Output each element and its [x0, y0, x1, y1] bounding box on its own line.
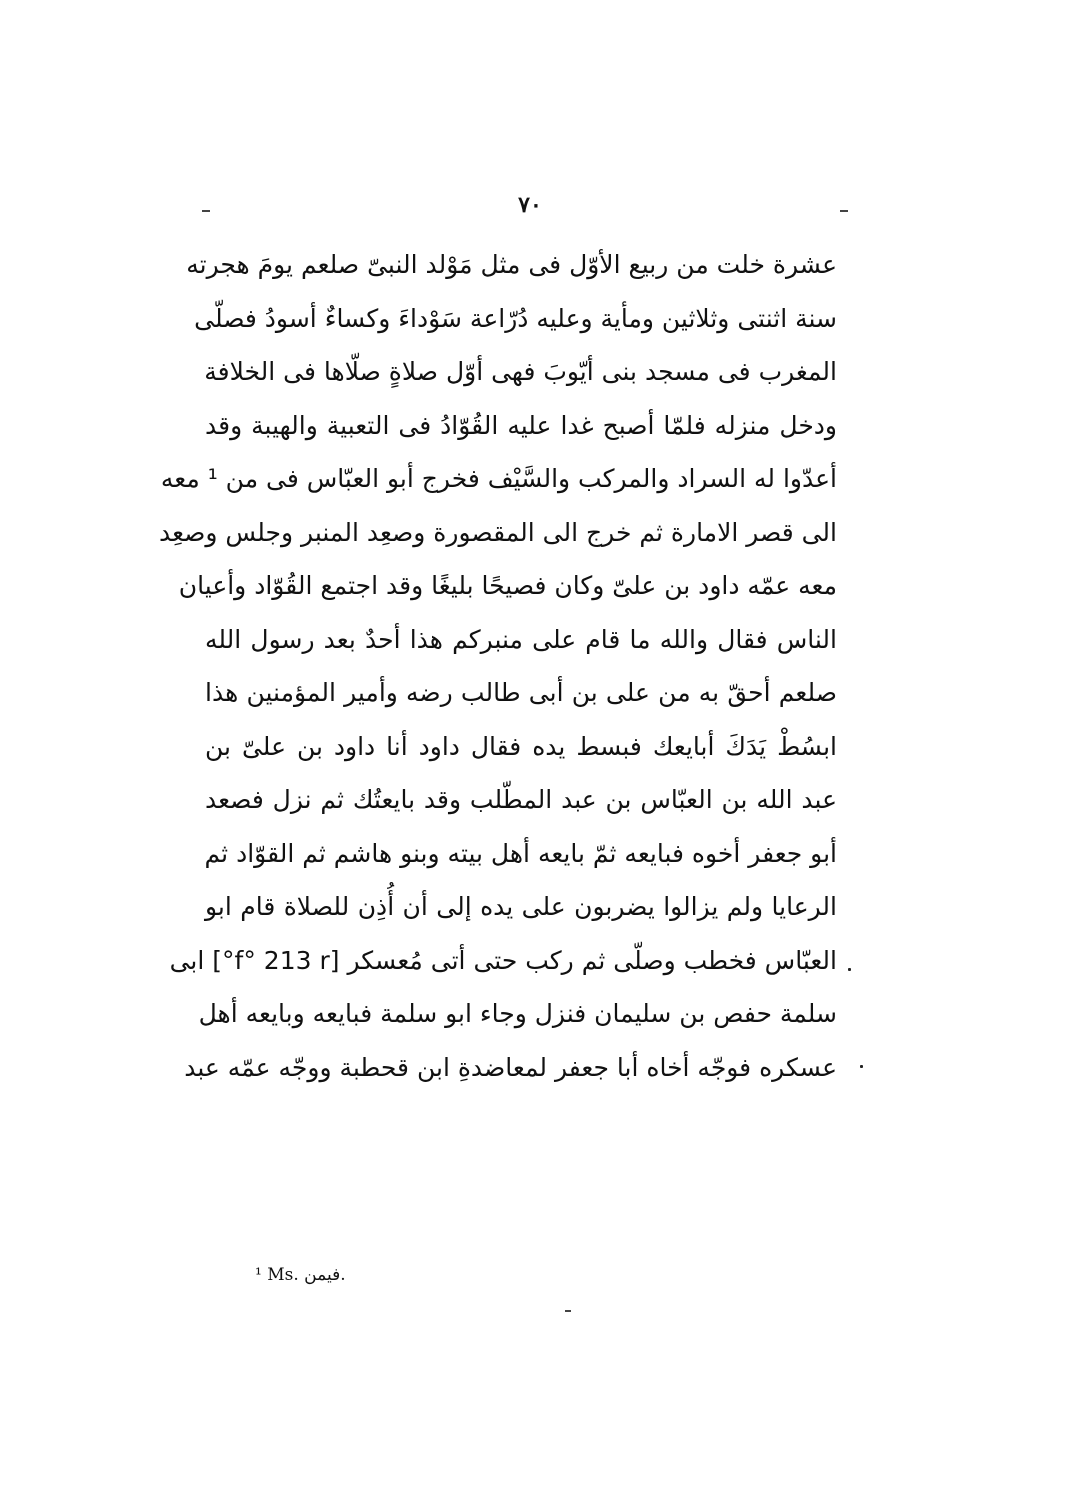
scan-mark [565, 1310, 571, 1312]
text-line: ابسُطْ يَدَكَ أبايعك فبسط يده فقال داود أنا داود بن علىّ بن [205, 731, 837, 761]
text-line: عبد الله بن العبّاس بن عبد المطّلب وقد بايعتُك ثم نزل فصعد [205, 785, 837, 814]
text-line: عشرة خلت من ربيع الأوّل فى مثل مَوْلد النبىّ صلعم يومَ هجرته [186, 250, 837, 279]
scan-mark [202, 210, 210, 212]
main-text-block [158, 238, 837, 1094]
text-line: سلمة حفص بن سليمان فنزل وجاء ابو سلمة فبايعه وبايعه أهل [198, 999, 837, 1028]
scan-speck [848, 968, 851, 971]
text-line: الناس فقال والله ما قام على منبركم هذا أحدٌ بعد رسول الله [205, 624, 837, 654]
text-line: سنة اثنتى وثلاثين ومأية وعليه دُرّاعة سَوْداءَ وكساءٌ أسودُ فصلّى [194, 303, 837, 333]
text-line: عسكره فوجّه أخاه أبا جعفر لمعاضدةِ ابن قحطبة ووجّه عمّه عبد [184, 1052, 837, 1082]
text-line: أعدّوا له السراد والمركب والسَّيْف فخرج أبو العبّاس فى من ¹ معه [160, 464, 837, 493]
footnote: ¹ Ms. فيمن. [255, 1265, 346, 1285]
text-line: العبّاس فخطب وصلّى ثم ركب حتى أتى مُعسكر [f° 213 r°] ابى [169, 945, 837, 975]
text-line: ودخل منزله فلمّا أصبح غدا عليه القُوّادُ فى التعبية والهيبة وقد [205, 410, 837, 440]
text-line: صلعم أحقّ به من على بن أبى طالب رضه وأمير المؤمنين هذا [205, 678, 837, 707]
page-number: ٧٠ [518, 192, 542, 218]
scan-mark [840, 210, 848, 212]
text-line: الى قصر الامارة ثم خرج الى المقصورة وصعِد المنبر وجلس وصعِد [158, 517, 837, 547]
text-line: الرعايا ولم يزالوا يضربون على يده إلى أن أُذِن للصلاة قام ابو [205, 892, 837, 921]
text-line: معه عمّه داود بن علىّ وكان فصيحًا بليغًا وقد اجتمع القُوّاد وأعيان [178, 571, 837, 600]
scan-speck [860, 1065, 863, 1068]
text-line: أبو جعفر أخوه فبايعه ثمّ بايعه أهل بيته وبنو هاشم ثم القوّاد ثم [204, 838, 837, 868]
text-line: المغرب فى مسجد بنى أيّوبَ فهى أوّل صلاةٍ صلّاها فى الخلافة [204, 357, 837, 386]
